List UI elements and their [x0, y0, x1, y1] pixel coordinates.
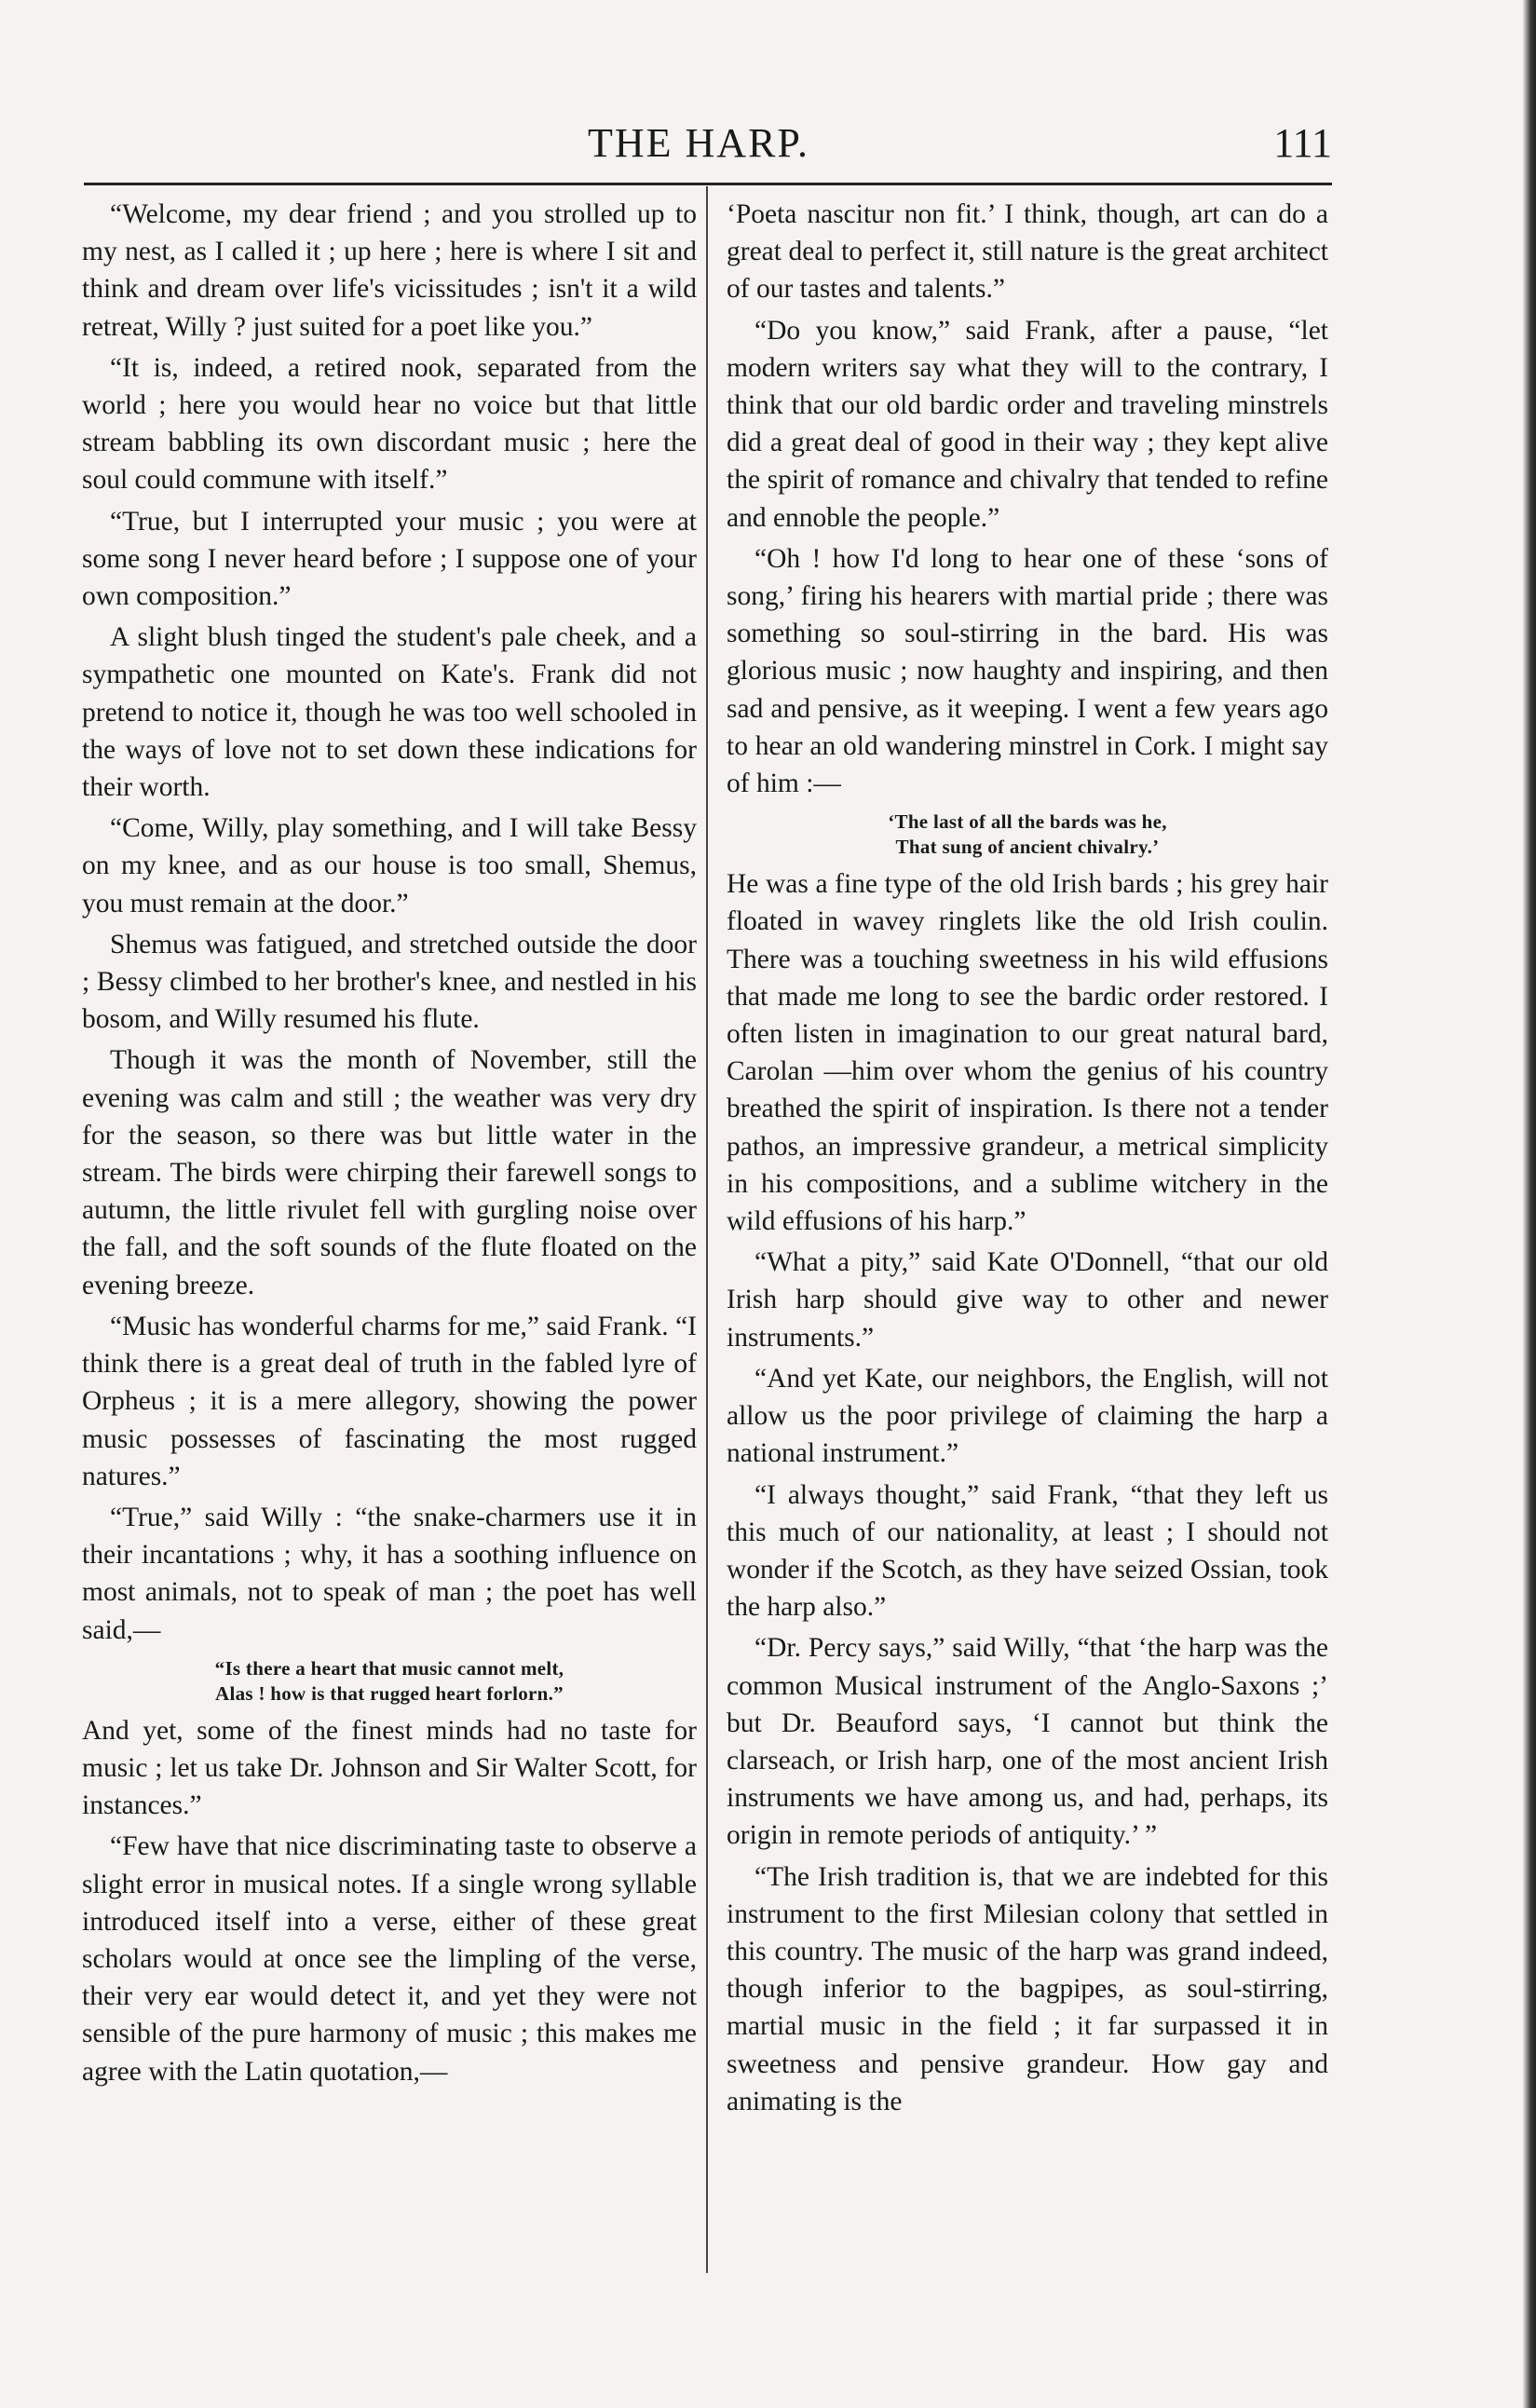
verse-line: “Is there a heart that music cannot melt,	[214, 1656, 564, 1680]
paragraph: “The Irish tradition is, that we are indebted for this instrument to the first Milesian colony that settled in this country. The music of the harp was grand indeed, though inferior to the bagpipes, as soul-stirring, martial music in the field ; it far surpassed it in sweetness and pensive grandeur. How gay and animating is the	[727, 1861, 1328, 2116]
paragraph: “Do you know,” said Frank, after a pause, “let modern writers say what they will to the contrary, I think that our old bardic order and traveling minstrels did a great deal of good in their way ; they kept alive the spirit of romance and chivalry that tended to refine and ennoble the people.”	[727, 315, 1328, 533]
paragraph: “Few have that nice discriminating taste to observe a slight error in musical notes. If a single wrong syllable introduced itself into a verse, either of these great scholars would at once see the limpling of the verse, their very ear would detect it, and yet they were not sensible of the pure harmony of music ; this makes me agree with the Latin quotation,—	[82, 1831, 697, 2087]
paragraph: Though it was the month of November, still the evening was calm and still ; the weather was very dry for the season, so there was but little water in the stream. The birds were chirping their farewell songs to autumn, the little rivulet fell with gurgling noise over the fall, and the soft sounds of the flute floated on the evening breeze.	[82, 1045, 697, 1300]
paragraph: Shemus was fatigued, and stretched outside the door ; Bessy climbed to her brother's knee, and nestled in his bosom, and Willy resumed his flute.	[82, 929, 697, 1035]
paragraph: “True,” said Willy : “the snake-charmers use it in their incantations ; why, it has a soothing influence on most animals, not to speak of man ; the poet has well said,—	[82, 1502, 697, 1645]
paragraph: “I always thought,” said Frank, “that they left us this much of our nationality, at least ; I should not wonder if the Scotch, as they have seized Ossian, took the harp also.”	[727, 1479, 1328, 1623]
verse-line: ‘The last of all the bards was he,	[888, 810, 1167, 834]
page-number: 111	[1273, 120, 1332, 166]
paragraph: “Dr. Percy says,” said Willy, “that ‘the harp was the common Musical instrument of the Anglo-Saxons ;’ but Dr. Beauford says, ‘I cannot but think the clarseach, or Irish harp, one of the most ancient Irish instruments we have among us, and had, perhaps, its origin in remote periods of antiquity.’ ”	[727, 1633, 1328, 1851]
page-edge-shadow	[1523, 0, 1536, 2408]
right-column	[727, 196, 1328, 2124]
paragraph: “True, but I interrupted your music ; you were at some song I never heard before ; I suppose one of your own composition.”	[82, 506, 697, 612]
paragraph: And yet, some of the finest minds had no taste for music ; let us take Dr. Johnson and Sir Walter Scott, for instances.”	[82, 1715, 697, 1821]
verse-line: That sung of ancient chivalry.’	[895, 836, 1160, 859]
page-header	[75, 119, 1332, 175]
paragraph: ‘Poeta nascitur non fit.’ I think, though, art can do a great deal to perfect it, still nature is the great architect of our tastes and talents.”	[727, 199, 1328, 305]
paragraph: “It is, indeed, a retired nook, separated from the world ; here you would hear no voice but that little stream babbling its own discordant music ; here the soul could commune with itself.”	[82, 352, 697, 496]
paragraph: “And yet Kate, our neighbors, the English, will not allow us the poor privilege of claiming the harp a national instrument.”	[727, 1363, 1328, 1469]
paragraph: “What a pity,” said Kate O'Donnell, “that our old Irish harp should give way to other and newer instruments.”	[727, 1247, 1328, 1353]
verse-quote	[82, 1656, 697, 1707]
paragraph: “Oh ! how I'd long to hear one of these ‘sons of song,’ firing his hearers with martial pride ; there was something so soul-stirring in the bard. His was glorious music ; now haughty and inspiring, and then sad and pensive, as it weeping. I went a few years ago to hear an old wandering minstrel in Cork. I might say of him :—	[727, 543, 1328, 799]
header-rule	[84, 183, 1332, 185]
left-column	[82, 196, 697, 2094]
verse-line: Alas ! how is that rugged heart forlorn.”	[215, 1681, 564, 1705]
column-divider	[706, 186, 708, 2273]
paragraph: He was a fine type of the old Irish bards ; his grey hair floated in wavey ringlets like the old Irish coulin. There was a touching sweetness in his wild effusions that made me long to see the bardic order restored. I often listen in imagination to our great natural bard, Carolan —him over whom the genius of his country breathed the spirit of inspiration. Is there not a tender pathos, an impressive grandeur, a metrical simplicity in his compositions, and a sublime witchery in the wild effusions of his harp.”	[727, 869, 1328, 1237]
page-title: THE HARP.	[587, 120, 810, 166]
paragraph: A slight blush tinged the student's pale cheek, and a sympathetic one mounted on Kate's. Frank did not pretend to notice it, though he was too well schooled in the ways of love not to set down these indications for their worth.	[82, 622, 697, 803]
verse-quote	[727, 809, 1328, 860]
paragraph: “Music has wonderful charms for me,” said Frank. “I think there is a great deal of truth in the fabled lyre of Orpheus ; it is a mere allegory, showing the power music possesses of fascinating the most rugged natures.”	[82, 1311, 697, 1491]
paragraph: “Come, Willy, play something, and I will take Bessy on my knee, and as our house is too small, Shemus, you must remain at the door.”	[82, 813, 697, 918]
paragraph: “Welcome, my dear friend ; and you strolled up to my nest, as I called it ; up here ; here is where I sit and think and dream over life's vicissitudes ; isn't it a wild retreat, Willy ? just suited for a poet like you.”	[82, 199, 697, 342]
